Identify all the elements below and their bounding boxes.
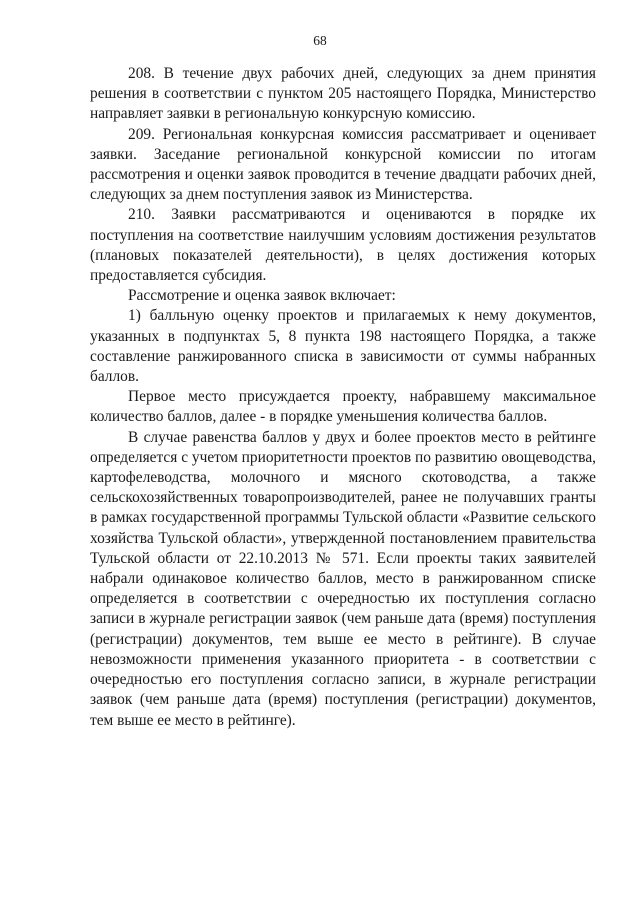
paragraph-208: 208. В течение двух рабочих дней, следующих за днем принятия решения в соответствии с пунктом 205 настоящего Порядка, Министерство направляет заявки в региональную конкурсную комиссию. [90, 65, 596, 123]
paragraph-review-intro: Рассмотрение и оценка заявок включает: [128, 287, 396, 305]
paragraph-first-place: Первое место присуждается проекту, набравшему максимальное количество баллов, далее - в порядке уменьшения количества баллов. [90, 388, 596, 426]
paragraph-209: 209. Региональная конкурсная комиссия рассматривает и оценивает заявки. Заседание региональной конкурсной комиссии по итогам рассмотрения и оценки заявок проводится в течение двадцати рабочих дней, следующих за днем поступления заявок из Министерства. [90, 125, 596, 204]
page-number: 68 [313, 33, 327, 48]
body-text [90, 64, 596, 731]
paragraph-tie-rule: В случае равенства баллов у двух и более проектов место в рейтинге определяется с учетом приоритетности проектов по развитию овощеводства, картофелеводства, молочного и мясного скотоводства, а также сельскохозяйственных товаропроизводителей, ранее не получавших гранты в рамках государственной программы Тульской области «Развитие сельского хозяйства Тульской области», утвержденной постановлением правительства Тульской области от 22.10.2013 № 571. Если проекты таких заявителей набрали одинаковое количество баллов, место в ранжированном списке определяется в соответствии с очередностью их поступления согласно записи в журнале регистрации заявок (чем раньше дата (время) поступления (регистрации) документов, тем выше ее место в рейтинге). В случае невозможности применения указанного приоритета - в соответствии с очередностью его поступления согласно записи, в журнале регистрации заявок (чем раньше дата (время) поступления (регистрации) документов, тем выше ее место в рейтинге). [90, 428, 596, 729]
paragraph-item-1: 1) балльную оценку проектов и прилагаемых к нему документов, указанных в подпунктах 5, 8 пункта 198 настоящего Порядка, а также составление ранжированного списка в зависимости от суммы набранных баллов. [90, 307, 596, 386]
paragraph-210: 210. Заявки рассматриваются и оцениваются в порядке их поступления на соответствие наилучшим условиям достижения результатов (плановых показателей деятельности), в целях достижения которых предоставляется субсидия. [90, 206, 596, 285]
